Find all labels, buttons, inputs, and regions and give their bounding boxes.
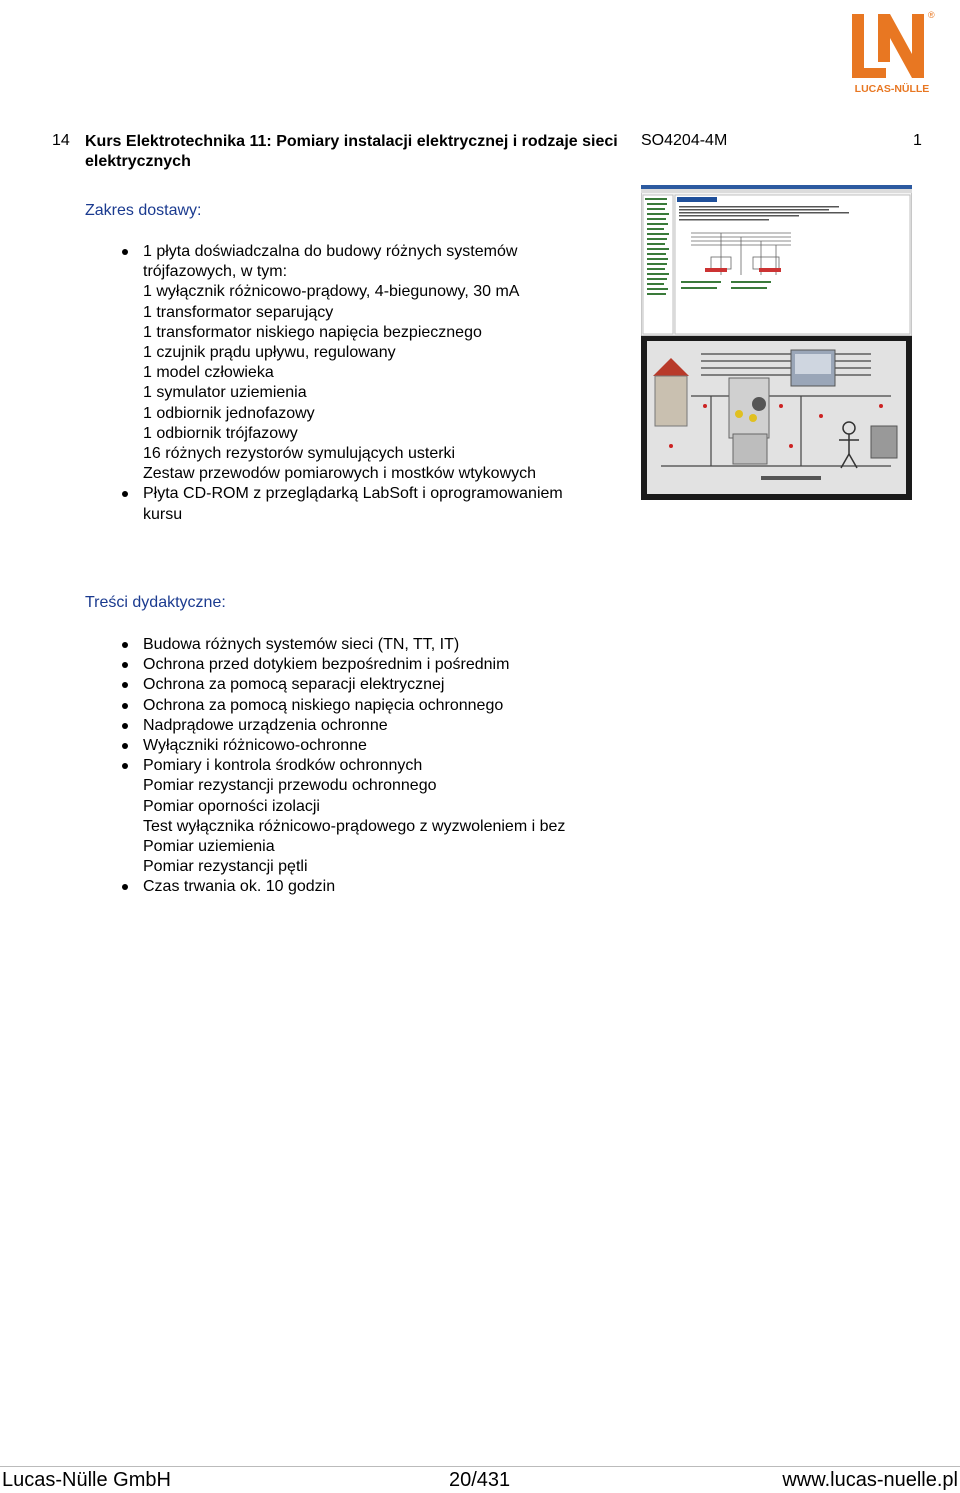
content-list [85,635,645,898]
list-line: Ochrona za pomocą niskiego napięcia ochronnego [143,696,504,714]
list-line: 1 czujnik prądu upływu, regulowany [143,344,396,362]
registered-mark: ® [928,10,935,20]
list-line: Ochrona przed dotykiem bezpośrednim i pośrednim [143,656,510,674]
list-line: Ochrona za pomocą separacji elektrycznej [143,676,445,694]
list-line: Pomiar rezystancji przewodu ochronnego [143,777,437,795]
list-item [85,484,625,524]
logo-text: LUCAS-NÜLLE [854,83,930,95]
delivery-list [85,242,625,525]
list-line: 1 odbiornik trójfazowy [143,424,298,442]
quantity: 1 [913,132,922,149]
content-heading: Treści dydaktyczne: [85,594,226,611]
list-line: Pomiar uziemienia [143,838,275,856]
list-line: Test wyłącznika różnicowo-prądowego z wyzwoleniem i bez [143,817,566,835]
list-line: Płyta CD-ROM z przeglądarką LabSoft i oprogramowaniem [143,485,563,503]
list-line: Pomiary i kontrola środków ochronnych [143,757,423,775]
list-line: Budowa różnych systemów sieci (TN, TT, IT) [143,636,460,653]
list-line: Wyłączniki różnicowo-ochronne [143,737,367,755]
list-item [85,635,645,655]
list-line: 1 płyta doświadczalna do budowy różnych systemów [143,243,518,260]
list-line: 1 odbiornik jednofazowy [143,404,315,422]
list-line: 1 wyłącznik różnicowo-prądowy, 4-biegunowy, 30 mA [143,283,520,301]
list-item [85,655,645,675]
list-item [85,696,645,716]
company-logo [846,6,938,96]
software-screenshot-image [641,185,912,336]
list-item [85,716,645,736]
list-item [85,877,645,897]
list-line: 1 symulator uziemienia [143,384,307,402]
item-number: 14 [52,132,70,149]
list-item [85,675,645,695]
footer-company: Lucas-Nülle GmbH [2,1469,171,1491]
list-line: 1 model człowieka [143,364,274,382]
delivery-section [85,202,625,525]
list-line: kursu [143,505,183,523]
list-line: Czas trwania ok. 10 godzin [143,878,336,896]
product-code: SO4204-4M [641,132,728,149]
list-line: Nadprądowe urządzenia ochronne [143,716,388,734]
footer-divider [0,1466,960,1467]
list-item [85,736,645,756]
list-line: Zestaw przewodów pomiarowych i mostków wtykowych [143,465,537,483]
list-item [85,756,645,877]
list-line: 1 transformator niskiego napięcia bezpiecznego [143,323,482,341]
course-title: Kurs Elektrotechnika 11: Pomiary instalacji elektrycznej i rodzaje sieci elektrycznych [85,133,618,170]
list-line: trójfazowych, w tym: [143,263,288,281]
list-line: 1 transformator separujący [143,303,334,321]
footer-website[interactable]: www.lucas-nuelle.pl [782,1469,958,1491]
delivery-heading: Zakres dostawy: [85,202,202,219]
experiment-board-image [641,336,912,500]
content-section [85,594,645,898]
footer-page-number: 20/431 [449,1469,511,1491]
list-line: Pomiar rezystancji pętli [143,858,308,876]
list-line: 16 różnych rezystorów symulujących usterki [143,445,456,463]
list-line: Pomiar oporności izolacji [143,797,320,815]
list-item [85,242,625,484]
